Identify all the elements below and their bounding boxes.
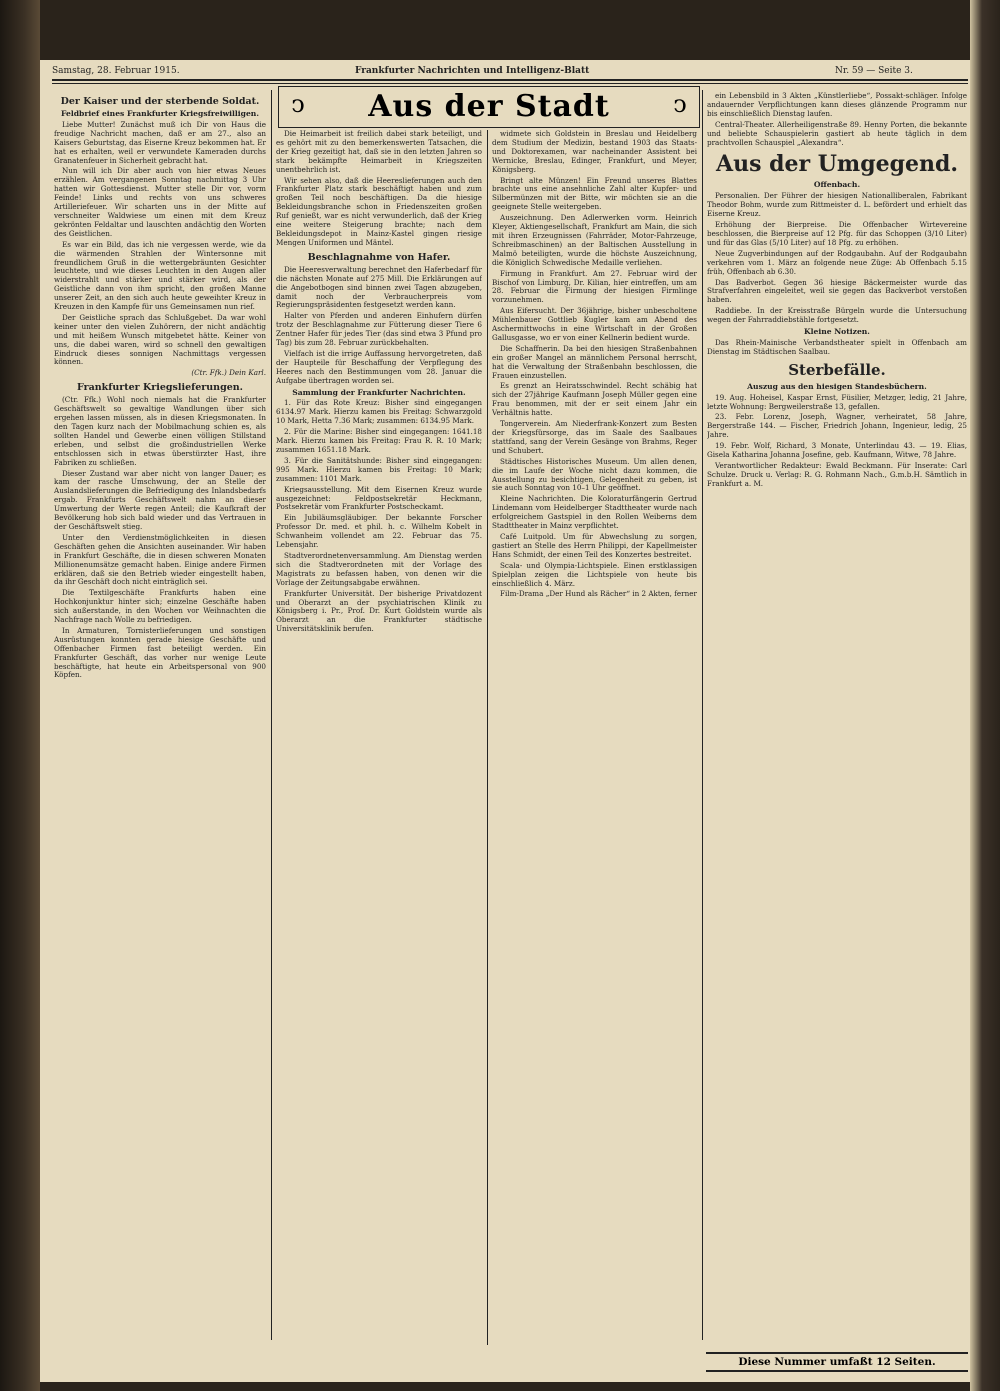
- paragraph: 2. Für die Marine: Bisher sind eingegangen: 1641.18 Mark. Hierzu kamen bis Freitag: Frau R. R. 10 Mark; zusammen 1651.18 Mark.: [276, 427, 482, 454]
- paragraph: Die Schaffnerin. Da bei den hiesigen Straßenbahnen ein großer Mangel an männlichem Personal herrscht, hat die Verwaltung der Straßenbahn beschlossen, die Frauen einzustellen.: [492, 343, 697, 380]
- paragraph: (Ctr. Ffk.) Wohl noch niemals hat die Frankfurter Geschäftswelt so gewaltige Wandlungen über sich ergehen lassen müssen, als in diesen Kriegsmonaten. In den Tagen kurz nach der Mobilmachung schien es, als sollten Handel und Gewerbe einen völligen Stillstand erleben, und selbst die großindustriellen Werke entschlossen sich in etwas überstürzter Hast, ihre Fabriken zu schließen.: [54, 395, 266, 467]
- paragraph: Raddiebe. In der Kreisstraße Bürgeln wurde die Untersuchung wegen der Fahrraddiebstähle fortgesetzt.: [707, 306, 967, 325]
- paragraph: Die Heimarbeit ist freilich dabei stark beteiligt, und es gehört mit zu den bemerkenswerten Tatsachen, die der Krieg gezeitigt hat, daß sie in den letzten Jahren so stark bekämpfte Heimarbeit in Kriegszeiten unentbehrlich ist.: [276, 130, 482, 174]
- paragraph: Café Luitpold. Um für Abwechslung zu sorgen, gastiert an Stelle des Herrn Philippi, der Kapellmeister Hans Schmidt, der einen Teil des Konzertes bestreitet.: [492, 531, 697, 559]
- paragraph: ein Lebensbild in 3 Akten „Künstlerliebe“, Possakt-schläger. Infolge andauernder Verpflichtungen kann dieses glänzende Programm nur bis einschließlich Dienstag laufen.: [707, 92, 967, 118]
- paragraph: Ein Jubiläumsgläubiger. Der bekannte Forscher Professor Dr. med. et phil. h. c. Wilhelm Kobelt in Schwanheim vollendet am 22. Februar das 75. Lebensjahr.: [276, 513, 482, 550]
- article-headline: Frankfurter Kriegslieferungen.: [77, 382, 243, 394]
- paragraph: Die Heeresverwaltung berechnet den Haferbedarf für die nächsten Monate auf 275 Mill. Die Erklärungen auf die Angebotbogen sind binnen zwei Tagen abzugeben, damit noch der Verbraucherpreis vom Regierungspräsidenten festgesetzt werden kann.: [276, 264, 482, 310]
- header-rule: [52, 79, 968, 81]
- paragraph: Das Rhein-Mainische Verbandstheater spielt in Offenbach am Dienstag im Städtischen Saalbau.: [707, 337, 967, 356]
- paragraph: Firmung in Frankfurt. Am 27. Februar wird der Bischof von Limburg, Dr. Kilian, hier eintreffen, um am 28. Februar die Firmung der hiesigen Firmlinge vorzunehmen.: [492, 268, 697, 305]
- paragraph: 3. Für die Sanitätshunde: Bisher sind eingegangen: 995 Mark. Hierzu kamen bis Freitag: 10 Mark; zusammen: 1101 Mark.: [276, 455, 482, 483]
- paragraph: Liebe Mutter! Zunächst muß ich Dir von Haus die freudige Nachricht machen, daß er am 27., also an Kaisers Geburtstag, das Eiserne Kreuz bekommen hat. Er hat es erhalten, weil er verwundete Kameraden durchs Granatenfeuer in Sicherheit gebracht hat.: [54, 119, 266, 165]
- paragraph: In Armaturen, Tornisterlieferungen und sonstigen Ausrüstungen konnten gerade hiesige Geschäfte und Offenbacher Firmen fast beteiligt werden. Ein Frankfurter Geschäft, das vorher nur wenige Leute beschäftigte, hat heute ein Arbeitspersonal von 900 Köpfen.: [54, 625, 266, 680]
- paragraph: Scala- und Olympia-Lichtspiele. Einen erstklassigen Spielplan zeigen die Lichtspiele von heute bis einschließlich 4. März.: [492, 560, 697, 588]
- paragraph: Wir sehen also, daß die Heereslieferungen auch den Frankfurter Platz stark beschäftigt haben und zum großen Teil noch beschäftigen. Da die hiesige Bekleidungsbranche schon in Friedenszeiten großen Ruf genießt, war es nicht verwunderlich, daß der Krieg eine weitere Steigerung brachte; nach dem Bekleidungsdepot in Mainz-Kastel gingen riesige Mengen Uniformen und Mäntel.: [276, 175, 482, 247]
- paragraph: Die Textilgeschäfte Frankfurts haben eine Hochkonjunktur hinter sich; einzelne Geschäfte haben sich außerstande, in den Wochen vor Weihnachten die Nachfrage nach Wolle zu befriedigen.: [54, 588, 266, 625]
- paragraph: Aus Eifersucht. Der 36jährige, bisher unbescholtene Mühlenbauer Gottlieb Kugler kam am Abend des Aschermittwochs in eine Wirtschaft in der Großen Gallusgasse, wo er von einer Kellnerin bedient wurde.: [492, 306, 697, 342]
- column-divider: [271, 90, 272, 1340]
- paragraph: Kleine Nachrichten. Die Koloraturfängerin Gertrud Lindemann vom Heidelberger Stadttheater wurde nach erfolgreichem Gastspiel in den Rollen Weiberns dem Stadttheater in Mainz verpflichtet.: [492, 494, 697, 531]
- header-masthead: Frankfurter Nachrichten und Intelligenz-Blatt: [355, 66, 590, 76]
- section-header-box: [278, 86, 700, 128]
- paragraph: Film-Drama „Der Hund als Rächer“ in 2 Akten, ferner: [500, 589, 697, 599]
- paragraph: Städtisches Historisches Museum. Um allen denen, die im Laufe der Woche nicht dazu kommen, die Ausstellung zu besichtigen, Gelegenheit zu geben, ist sie auch Sonntag von 10–1 Uhr geöffnet.: [492, 456, 697, 493]
- column-1: [54, 92, 266, 1342]
- binding-gutter: [0, 0, 40, 1391]
- header-issue: Nr. 59 — Seite 3.: [835, 66, 913, 76]
- paragraph: Verantwortlicher Redakteur: Ewald Beckmann. Für Inserate: Carl Schulze. Druck u. Verlag: R. G. Rohmann Nach., G.m.b.H. Sämtlich in Frankfurt a. M.: [707, 461, 967, 488]
- subheading: Kleine Notizen.: [804, 327, 870, 337]
- article-headline: Der Kaiser und der sterbende Soldat.: [60, 96, 260, 107]
- paragraph: Personalien. Der Führer der hiesigen Nationalliberalen, Fabrikant Theodor Bohm, wurde zum Rittmeister d. L. befördert und erhielt das Eiserne Kreuz.: [707, 191, 967, 219]
- paragraph: Stadtverordnetenversammlung. Am Dienstag werden sich die Stadtverordneten mit der Vorlage des Magistrats zu befassen haben, von denen wir die Vorlage der Zeitungsabgabe erwähnen.: [276, 550, 482, 587]
- paragraph: Dieser Zustand war aber nicht von langer Dauer; es kam der rasche Umschwung, der an Stelle der Auslandslieferungen die Befriedigung des Inlandsbedarfs ergab. Frankfurts Geschäftswelt nahm an dieser Umwertung der Werte regen Anteil; die Kaufkraft der Bevölkerung hob sich bald wieder und das Vertrauen in der Geschäftswelt stieg.: [54, 468, 266, 531]
- paragraph: Frankfurter Universität. Der bisherige Privatdozent und Oberarzt an der psychiatrischen Klinik zu Königsberg i. Pr., Prof. Dr. Kurt Goldstein wurde als Oberarzt an die Frankfurter städtische Universitätsklinik berufen.: [276, 588, 482, 634]
- section-title: Aus der Stadt: [368, 89, 610, 124]
- paragraph: 19. Febr. Wolf, Richard, 3 Monate, Unterlindau 43. — 19. Elias, Gisela Katharina Johanna Josefine, geb. Kaufmann, Witwe, 78 Jahre.: [707, 441, 967, 460]
- column-divider: [487, 130, 488, 1345]
- paragraph: Central-Theater. Allerheiligenstraße 89. Henny Porten, die bekannte und beliebte Schauspielerin gastiert ab heute täglich in dem prachtvollen Schauspiel „Alexandra“.: [707, 119, 967, 147]
- paragraph: 23. Febr. Lorenz, Joseph, Wagner, verheiratet, 58 Jahre, Bergerstraße 144. — Fischer, Friedrich Johann, Ingenieur, ledig, 25 Jahre.: [707, 412, 967, 440]
- paragraph: Es grenzt an Heiratsschwindel. Recht schäbig hat sich der 27jährige Kaufmann Joseph Müller gegen eine Frau benommen, mit der er seit einem Jahr ein Verhältnis hatte.: [492, 381, 697, 418]
- paragraph: Unter den Verdienstmöglichkeiten in diesen Geschäften gehen die Ansichten auseinander. Wir haben in Frankfurt Geschäfte, die in diesen schweren Monaten Millionenumsätze gemacht haben. Einige andere Firmen erklären, daß sie den Betrieb wieder eingestellt haben, da ihr Geschäft doch nicht einträglich sei.: [54, 532, 266, 587]
- paragraph: 1. Für das Rote Kreuz: Bisher sind eingegangen 6134.97 Mark. Hierzu kamen bis Freitag: Schwarzgold 10 Mark, Hetta 7.36 Mark; zusammen: 6134.95 Mark.: [276, 398, 482, 426]
- paragraph: widmete sich Goldstein in Breslau und Heidelberg dem Studium der Medizin, bestand 1903 das Staats- und Doktorexamen, war nacheinander Assistent bei Wernicke, Breslau, Edinger, Frankfurt, und Meyer, Königsberg.: [492, 130, 697, 174]
- column-4: [707, 92, 967, 1337]
- paragraph: Vielfach ist die irrige Auffassung hervorgetreten, daß der Haupteile für Beschaffung der Verpflegung des Heeres nach den Bestimmungen vom 28. Januar die Aufgabe übertragen worden sei.: [276, 348, 482, 385]
- column-2: [276, 130, 482, 1345]
- right-page-edge: [970, 0, 1000, 1391]
- paragraph: Der Geistliche sprach das Schlußgebet. Da war wohl keiner unter den vielen Zuhörern, der nicht andächtig und mit heißem Wunsch mitgebetet hätte. Keiner von uns, die dabei waren, wird so schnell den gewaltigen Eindruck dieses sonnigen Nachmittags vergessen können.: [54, 312, 266, 367]
- ornament-icon: ↄ: [673, 90, 687, 118]
- paragraph: Auszeichnung. Den Adlerwerken vorm. Heinrich Kleyer, Aktiengesellschaft, Frankfurt am Main, die sich mit ihren Erzeugnissen (Fahrräder, Motor-Fahrzeuge, Schreibmaschinen) an der Baltischen Ausstellung in Malmö beteiligten, wurde die höchste Auszeichnung, die Königlich Schwedische Medaille verliehen.: [492, 213, 697, 267]
- footer-page-count: Diese Nummer umfaßt 12 Seiten.: [706, 1352, 968, 1372]
- paragraph: Es war ein Bild, das ich nie vergessen werde, wie da die wärmenden Strahlen der Wintersonne mit freundlichem Gruß in die wettergebräunten Gesichter leuchtete, und wie dieses Leuchten in den Augen aller widerstrahlt und stärker und stärker wird, als der Geistliche dann von ihm spricht, den großen Manne unserer Zeit, an den sich auch heute geweihter Kreuz in Kreuzen in den Kampfe für uns Gemeinsamen nun rief.: [54, 239, 266, 312]
- signature: (Ctr. Ffk.) Dein Karl.: [191, 368, 266, 378]
- paragraph: Kriegsausstellung. Mit dem Eisernen Kreuz wurde ausgezeichnet: Feldpostsekretär Heckmann, Postsekretär vom Frankfurter Postscheckamt.: [276, 484, 482, 512]
- paragraph: Neue Zugverbindungen auf der Rodgaubahn. Auf der Rodgaubahn verkehren vom 1. März an folgende neue Züge: Ab Offenbach 5.15 früh, Offenbach ab 6.30.: [707, 248, 967, 276]
- paragraph: Bringt alte Münzen! Ein Freund unseres Blattes brachte uns eine ansehnliche Zahl alter Kupfer- und Silbermünzen mit der Bitte, wir möchten sie an die geeignete Stelle weitergeben.: [492, 175, 697, 212]
- place-heading: Offenbach.: [813, 180, 861, 190]
- paragraph: Halter von Pferden und anderen Einhufern dürfen trotz der Beschlagnahme zur Fütterung dieser Tiere 6 Zentner Hafer für jedes Tier (das sind etwa 3 Pfund pro Tag) bis zum 28. Februar zurückbehalten.: [276, 311, 482, 348]
- article-subheadline: Feldbrief eines Frankfurter Kriegsfreiwilligen.: [61, 109, 259, 118]
- paragraph: 19. Aug. Hoheisel, Kaspar Ernst, Füsilier, Metzger, ledig, 21 Jahre, letzte Wohnung: Bergweilerstraße 13, gefallen.: [707, 392, 967, 411]
- section-headline: Sterbefälle.: [788, 360, 886, 379]
- header-rule-thin: [52, 83, 968, 84]
- header-date: Samstag, 28. Februar 1915.: [52, 66, 180, 76]
- subheading: Auszug aus den hiesigen Standesbüchern.: [747, 381, 927, 391]
- paragraph: Tongerverein. Am Niederfrank-Konzert zum Besten der Kriegsfürsorge, das im Saale des Saalbaues stattfand, sang der Verein Gesänge von Brahms, Reger und Schubert.: [492, 419, 697, 455]
- paragraph: Nun will ich Dir aber auch von hier etwas Neues erzählen. Am vergangenen Sonntag nachmittag 3 Uhr hatten wir Gottesdienst. Mutter stelle Dir vor, vorm Feinde! Links und rechts von uns schweres Artilleriefeuer. Wir scharten uns in der Mitte auf verschneiter Waldwiese um einen mit dem Kreuz gekrönten Feldaltar und lauschten andächtig den Worten des Geistlichen.: [54, 166, 266, 238]
- paragraph: Das Badverbot. Gegen 36 hiesige Bäckermeister wurde das Strafverfahren eingeleitet, weil sie gegen das Backverbot verstoßen haben.: [707, 277, 967, 305]
- section-headline: Aus der Umgegend.: [716, 151, 958, 178]
- column-3: [492, 130, 697, 1345]
- ornament-icon: ↄ: [291, 90, 305, 118]
- paragraph: Erhöhung der Bierpreise. Die Offenbacher Wirtevereine beschlossen, die Bierpreise auf 12 Pfg. für das Schoppen (3/10 Liter) und für das Glas (5/10 Liter) auf 18 Pfg. zu erhöhen.: [707, 220, 967, 247]
- column-divider: [702, 90, 703, 1340]
- article-headline: Sammlung der Frankfurter Nachrichten.: [292, 387, 466, 397]
- article-headline: Beschlagnahme von Hafer.: [307, 251, 451, 263]
